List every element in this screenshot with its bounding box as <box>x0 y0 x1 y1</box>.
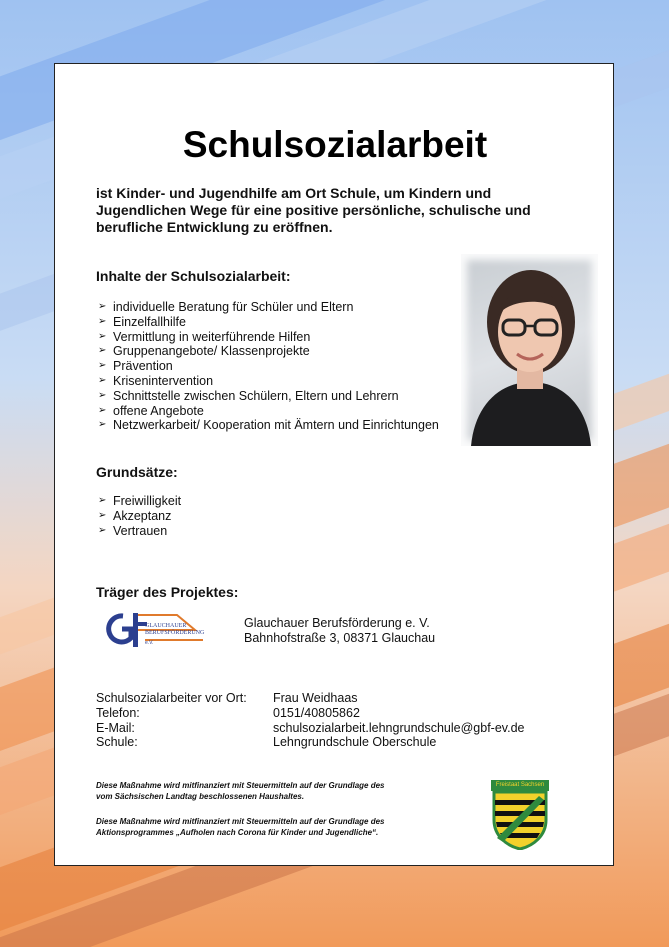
list-item: ➢ Krisenintervention <box>96 374 439 389</box>
funding-note-line: Aktionsprogrammes „Aufholen nach Corona für Kinder und Jugendliche“. <box>96 828 379 837</box>
list-item: ➢ Einzelfallhilfe <box>96 315 439 330</box>
flyer-sheet <box>54 63 614 866</box>
funding-note-line: vom Sächsischen Landtag beschlossenen Haushaltes. <box>96 792 305 801</box>
portrait-icon <box>461 254 598 446</box>
list-item: ➢ Vertrauen <box>96 524 181 539</box>
list-item: ➢ Netzwerkarbeit/ Kooperation mit Ämtern und Einrichtungen <box>96 418 439 433</box>
contact-row <box>96 735 525 750</box>
grundsaetze-list <box>96 494 181 538</box>
contact-row <box>96 721 525 736</box>
inhalte-heading: Inhalte der Schulsozialarbeit: <box>96 268 291 284</box>
contact-label: E-Mail: <box>96 720 135 735</box>
list-item: ➢ Prävention <box>96 359 439 374</box>
traeger-name: Glauchauer Berufsförderung e. V. <box>244 616 430 630</box>
list-item: ➢ Akzeptanz <box>96 509 181 524</box>
traeger-address: Bahnhofstraße 3, 08371 Glauchau <box>244 631 436 645</box>
contact-label: Schulsozialarbeiter vor Ort: <box>96 691 247 705</box>
contact-row <box>96 706 525 721</box>
list-item: ➢ Schnittstelle zwischen Schülern, Eltern und Lehrern <box>96 389 439 404</box>
grundsaetze-heading: Grundsätze: <box>96 464 178 480</box>
contact-row <box>96 691 525 706</box>
logo-suffix: e.V. <box>145 640 154 646</box>
list-item: ➢ individuelle Beratung für Schüler und Eltern <box>96 300 439 315</box>
contact-value: Frau Weidhaas <box>273 691 358 705</box>
page-title: Schulsozialarbeit <box>182 124 488 165</box>
gbf-logo <box>105 610 215 650</box>
funding-note-line: Diese Maßnahme wird mitfinanziert mit Steuermitteln auf der Grundlage des <box>96 817 385 826</box>
funding-note-1 <box>96 780 385 802</box>
traeger-heading: Träger des Projektes: <box>96 584 239 600</box>
contact-label: Telefon: <box>96 705 140 720</box>
list-item: ➢ Freiwilligkeit <box>96 494 181 509</box>
funding-note-2 <box>96 816 385 838</box>
funding-note-line: Diese Maßnahme wird mitfinanziert mit Steuermitteln auf der Grundlage des <box>96 781 385 790</box>
contact-block <box>96 691 525 750</box>
crest-label: Freistaat Sachsen <box>491 780 549 791</box>
intro-text: ist Kinder- und Jugendhilfe am Ort Schule, um Kindern und Jugendlichen Wege für eine positive persönliche, schulische und berufliche Entwicklung zu eröffnen. <box>96 185 531 235</box>
portrait-photo <box>461 254 598 446</box>
contact-value: Lehngrundschule Oberschule <box>273 735 437 750</box>
logo-text-top: GLAUCHAUER <box>145 623 187 629</box>
inhalte-list <box>96 300 439 433</box>
saxony-crest <box>491 780 549 850</box>
list-item: ➢ Vermittlung in weiterführende Hilfen <box>96 330 439 345</box>
email-link[interactable]: schulsozialarbeit.lehngrundschule@gbf-ev.de <box>273 720 525 735</box>
list-item: ➢ offene Angebote <box>96 404 439 419</box>
list-item: ➢ Gruppenangebote/ Klassenprojekte <box>96 344 439 359</box>
crest-shield-icon <box>491 790 549 850</box>
contact-label: Schule: <box>96 735 138 750</box>
contact-value: 0151/40805862 <box>273 705 360 720</box>
logo-text-bottom: BERUFSFÖRDERUNG <box>145 630 205 636</box>
